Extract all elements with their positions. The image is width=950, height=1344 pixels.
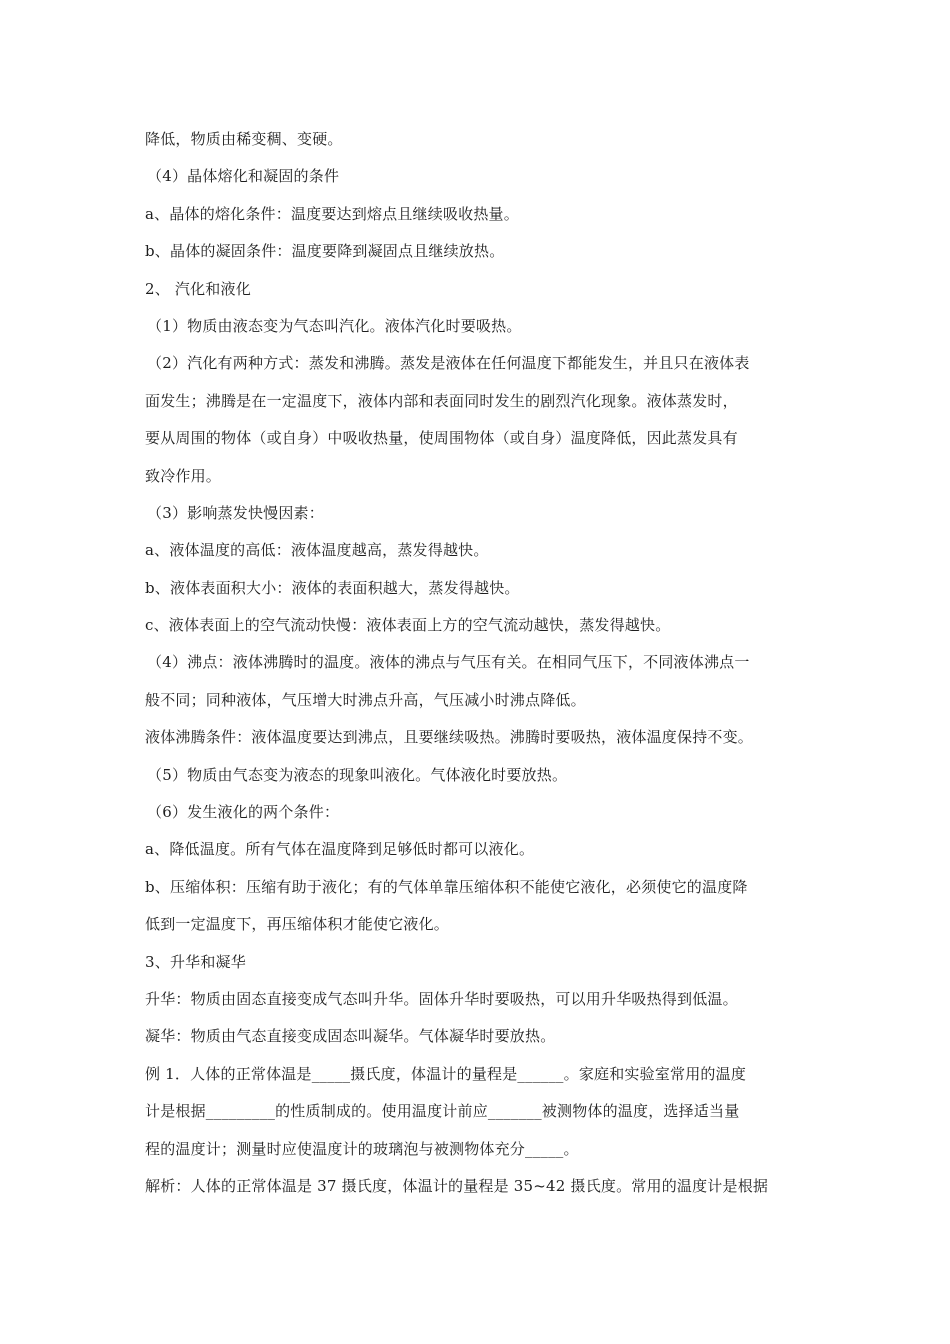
text-line: 升华：物质由固态直接变成气态叫升华。固体升华时要吸热，可以用升华吸热得到低温。 <box>145 989 738 1008</box>
text-line: b、液体表面积大小：液体的表面积越大，蒸发得越快。 <box>145 578 520 597</box>
text-line: （4）晶体熔化和凝固的条件 <box>147 167 340 186</box>
text-line: b、晶体的凝固条件：温度要降到凝固点且继续放热。 <box>145 242 505 261</box>
analysis-line: 解析：人体的正常体温是 37 摄氏度，体温计的量程是 35~42 摄氏度。常用的温度计是根据 <box>145 1176 769 1195</box>
example-question-line: 计是根据_________的性质制成的。使用温度计前应_______被测物体的温度，选择适当量 <box>145 1102 740 1121</box>
text-line: c、液体表面上的空气流动快慢：液体表面上方的空气流动越快，蒸发得越快。 <box>145 616 671 635</box>
text-line: （5）物质由气态变为液态的现象叫液化。气体液化时要放热。 <box>147 765 568 784</box>
section-heading: 3、升华和凝华 <box>145 952 246 971</box>
text-line: a、晶体的熔化条件：温度要达到熔点且继续吸收热量。 <box>145 204 519 223</box>
text-line: 液体沸腾条件：液体温度要达到沸点，且要继续吸热。沸腾时要吸热，液体温度保持不变。 <box>145 728 754 747</box>
text-line: 致冷作用。 <box>145 466 222 485</box>
text-line: 面发生；沸腾是在一定温度下，液体内部和表面同时发生的剧烈汽化现象。液体蒸发时， <box>145 391 738 410</box>
example-question-line: 例 1．人体的正常体温是_____摄氏度，体温计的量程是______。家庭和实验室常用的温度 <box>145 1064 747 1083</box>
text-line: a、液体温度的高低：液体温度越高，蒸发得越快。 <box>145 541 489 560</box>
section-heading: 2、 汽化和液化 <box>145 279 251 298</box>
text-line: （6）发生液化的两个条件： <box>147 803 340 822</box>
example-question-line: 程的温度计；测量时应使温度计的玻璃泡与被测物体充分_____。 <box>145 1139 579 1158</box>
text-line: 降低，物质由稀变稠、变硬。 <box>145 130 343 148</box>
document-body <box>145 121 807 1205</box>
text-line: 要从周围的物体（或自身）中吸收热量，使周围物体（或自身）温度降低，因此蒸发具有 <box>145 429 738 448</box>
text-line: （1）物质由液态变为气态叫汽化。液体汽化时要吸热。 <box>147 316 522 335</box>
text-line: （4）沸点：液体沸腾时的温度。液体的沸点与气压有关。在相同气压下，不同液体沸点一 <box>147 653 750 672</box>
text-line: b、压缩体积：压缩有助于液化；有的气体单靠压缩体积不能使它液化，必须使它的温度降 <box>145 877 748 896</box>
text-line: 般不同；同种液体，气压增大时沸点升高，气压减小时沸点降低。 <box>145 690 586 709</box>
text-line: （2）汽化有两种方式：蒸发和沸腾。蒸发是液体在任何温度下都能发生，并且只在液体表 <box>147 354 750 373</box>
text-line: a、降低温度。所有气体在温度降到足够低时都可以液化。 <box>145 840 535 859</box>
text-line: （3）影响蒸发快慢因素： <box>147 503 324 522</box>
text-line: 低到一定温度下，再压缩体积才能使它液化。 <box>145 915 450 934</box>
text-line: 凝华：物质由气态直接变成固态叫凝华。气体凝华时要放热。 <box>145 1027 556 1046</box>
